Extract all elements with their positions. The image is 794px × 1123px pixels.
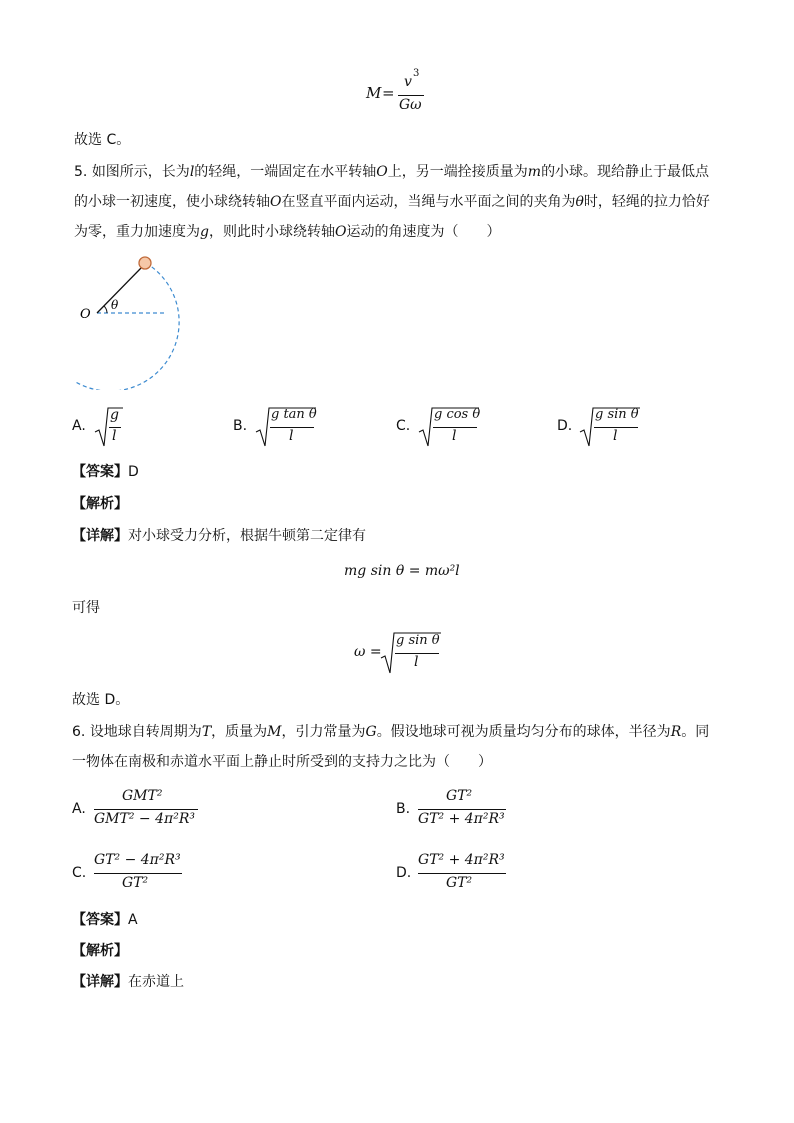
var-theta: θ <box>575 194 584 210</box>
answer-tag: 【答案】 <box>72 464 128 480</box>
q5-option-d[interactable] <box>557 405 687 449</box>
fraction-bar <box>398 95 424 96</box>
q5-number: 5. <box>74 164 88 180</box>
equation-num-sup: 3 <box>413 68 420 79</box>
option-den: l <box>112 428 117 444</box>
var-G: G <box>365 724 377 740</box>
var-O: O <box>376 164 388 180</box>
q5-option-c[interactable] <box>396 405 526 449</box>
q6-option-b[interactable] <box>396 788 596 832</box>
fraction-bar <box>94 873 182 874</box>
equation-den: Gω <box>399 97 422 113</box>
option-letter: B. <box>233 418 248 434</box>
equation-num: g sin θ <box>396 633 440 648</box>
detail-tag: 【详解】 <box>72 974 128 990</box>
equation-num: v <box>404 74 412 90</box>
var-O: O <box>270 194 282 210</box>
q5-text: 如图所示，长为 <box>91 164 190 180</box>
q5-option-b[interactable] <box>233 405 363 449</box>
q6-answer <box>72 910 138 930</box>
q5-text: 上，另一端拴接质量为 <box>387 164 528 180</box>
top-equation <box>366 68 446 116</box>
option-letter: C. <box>396 418 411 434</box>
option-num: GMT² <box>122 788 163 804</box>
equation-eq: = <box>382 84 395 102</box>
option-letter: A. <box>72 418 86 434</box>
option-num: g sin θ <box>595 407 639 422</box>
option-den: GMT² − 4π²R³ <box>94 811 195 827</box>
option-num: g cos θ <box>434 407 481 422</box>
q6-line2: 一物体在南极和赤道水平面上静止时所受到的支持力之比为（ ） <box>72 754 492 770</box>
var-O: O <box>334 224 347 240</box>
q6-detail <box>72 972 184 992</box>
q6-text: ，引力常量为 <box>281 724 366 740</box>
q5-text: 的轻绳，一端固定在水平转轴 <box>194 164 377 180</box>
var-M: M <box>267 724 282 740</box>
detail-text: 对小球受力分析，根据牛顿第二定律有 <box>128 528 366 544</box>
q6-line1 <box>72 722 709 742</box>
q5-equation-1: mg sin θ = mω²l <box>344 563 460 579</box>
q6-option-a[interactable] <box>72 788 272 832</box>
q5-analysis <box>72 494 128 514</box>
q5-detail <box>72 526 366 546</box>
detail-tag: 【详解】 <box>72 528 128 544</box>
fraction-bar <box>418 809 506 810</box>
q5-option-a[interactable] <box>72 405 192 449</box>
q6-option-d[interactable] <box>396 852 596 896</box>
var-T: T <box>201 724 212 740</box>
q5-text: 时，轻绳的拉力恰好 <box>583 194 710 210</box>
q5-line3 <box>74 222 500 242</box>
q5-answer <box>72 462 139 482</box>
q5-text: 在竖直平面内运动，当绳与水平面之间的夹角为 <box>281 194 576 210</box>
q5-text: 为零，重力加速度为 <box>74 224 200 240</box>
q5-line1 <box>74 162 709 182</box>
equation-lhs: ω = <box>354 644 382 660</box>
option-den: GT² <box>122 875 149 891</box>
option-letter: C. <box>72 865 87 881</box>
q5-text: 运动的角速度为（ ） <box>346 224 501 240</box>
option-num: g <box>110 407 119 423</box>
q6-text: ，质量为 <box>211 724 268 740</box>
analysis-tag: 【解析】 <box>72 496 128 512</box>
q5-text: 的小球。现给静止于最低点 <box>541 164 710 180</box>
analysis-tag: 【解析】 <box>72 943 128 959</box>
q5-conclusion: 故选 D。 <box>72 692 130 708</box>
option-letter: D. <box>396 865 412 881</box>
q5-derive: 可得 <box>72 600 100 616</box>
answer-value: A <box>128 912 138 928</box>
var-l: l <box>189 164 195 180</box>
q6-option-c[interactable] <box>72 852 272 896</box>
prev-conclusion: 故选 C。 <box>74 132 131 148</box>
fraction-bar <box>94 809 198 810</box>
q6-text: 设地球自转周期为 <box>89 724 202 740</box>
label-theta: θ <box>111 298 119 312</box>
q6-text: 。同 <box>681 724 710 740</box>
answer-tag: 【答案】 <box>72 912 128 928</box>
answer-value: D <box>128 464 139 480</box>
option-num: GT² <box>446 788 473 804</box>
q5-text: ，则此时小球绕转轴 <box>208 224 335 240</box>
option-letter: A. <box>72 801 86 817</box>
label-O: O <box>80 307 91 322</box>
q5-text: 的小球一初速度，使小球绕转轴 <box>74 194 270 210</box>
pendulum-figure <box>70 250 180 390</box>
detail-text: 在赤道上 <box>128 974 184 990</box>
option-letter: D. <box>557 418 573 434</box>
option-den: l <box>613 428 618 444</box>
q6-number: 6. <box>72 724 86 740</box>
angle-arc <box>104 306 107 313</box>
option-num: GT² + 4π²R³ <box>418 852 505 868</box>
option-num: GT² − 4π²R³ <box>94 852 181 868</box>
option-letter: B. <box>396 801 411 817</box>
rope-line <box>97 266 143 313</box>
ball-icon <box>139 257 151 269</box>
equation-den: l <box>414 654 419 670</box>
q5-line2 <box>74 192 710 212</box>
equation-lhs: M <box>366 84 382 102</box>
var-R: R <box>670 724 682 740</box>
option-den: l <box>289 428 294 444</box>
option-den: GT² + 4π²R³ <box>418 811 505 827</box>
option-den: GT² <box>446 875 473 891</box>
var-m: m <box>527 164 542 180</box>
option-den: l <box>452 428 457 444</box>
q6-text: 。假设地球可视为质量均匀分布的球体，半径为 <box>376 724 671 740</box>
fraction-bar <box>418 873 506 874</box>
q5-equation-2 <box>354 630 454 676</box>
option-num: g tan θ <box>271 407 317 422</box>
var-g: g <box>200 224 209 240</box>
q6-analysis <box>72 941 128 961</box>
